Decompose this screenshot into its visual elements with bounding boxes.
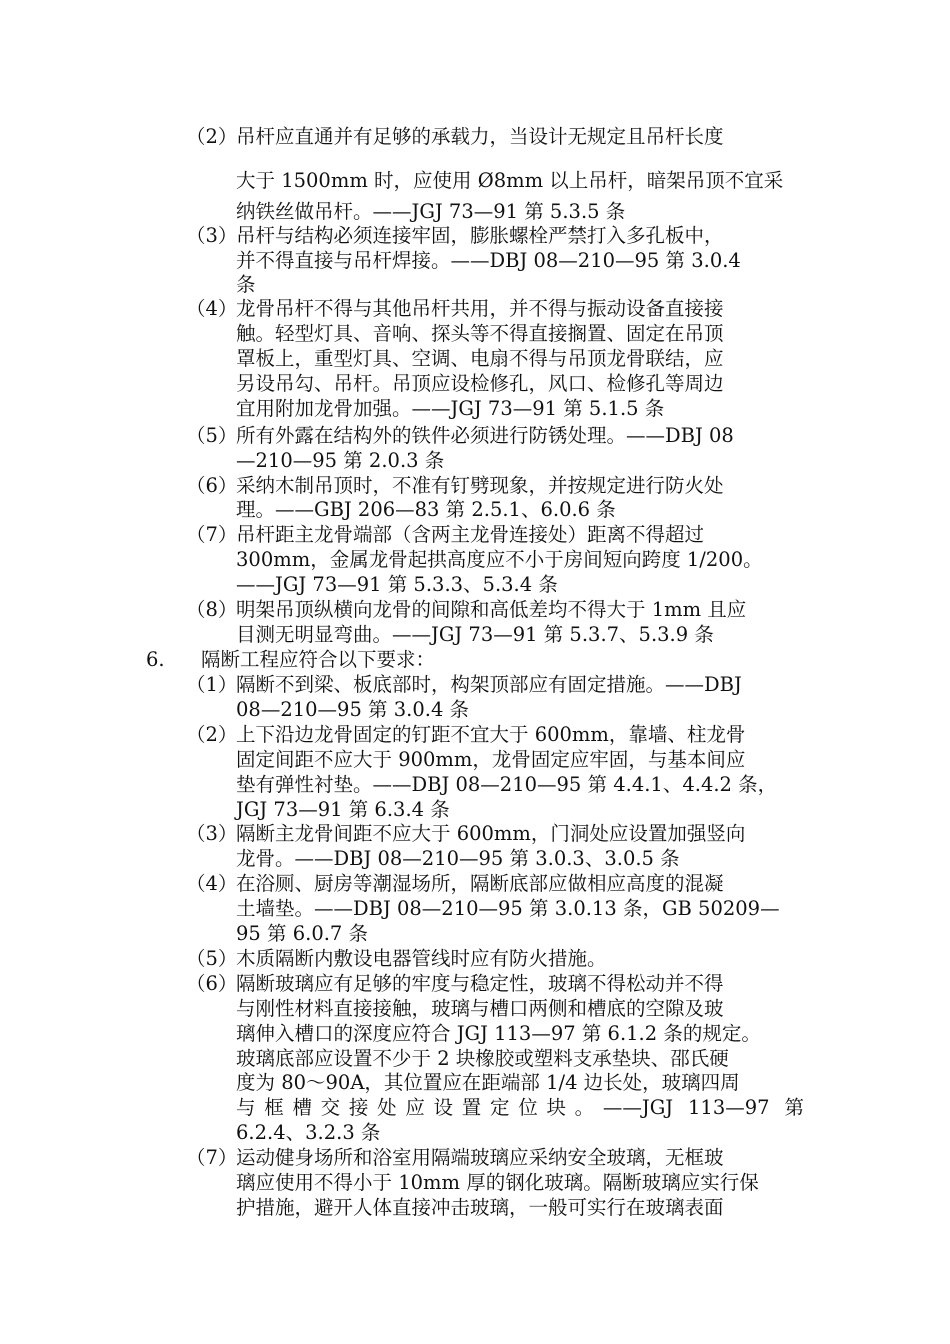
item-line: 垫有弹性衬垫。——DBJ 08—210—95 第 4.4.1、4.4.2 条， bbox=[236, 773, 778, 796]
item-label: （7） bbox=[186, 523, 238, 546]
item-label: （5） bbox=[186, 947, 238, 970]
item-line: 吊杆与结构必须连接牢固，膨胀螺栓严禁打入多孔板中， bbox=[236, 224, 724, 247]
item-label: （1） bbox=[186, 673, 238, 696]
item-label: （8） bbox=[186, 598, 238, 621]
item-line: 目测无明显弯曲。——JGJ 73—91 第 5.3.7、5.3.9 条 bbox=[236, 623, 714, 646]
item-line: 龙骨。——DBJ 08—210—95 第 3.0.3、3.0.5 条 bbox=[236, 847, 680, 870]
item-line: 所有外露在结构外的铁件必须进行防锈处理。——DBJ 08 bbox=[236, 424, 734, 447]
item-line: 上下沿边龙骨固定的钉距不宜大于 600mm，靠墙、柱龙骨 bbox=[236, 723, 746, 746]
item-line: 固定间距不应大于 900mm，龙骨固定应牢固，与基本间应 bbox=[236, 748, 746, 771]
item-line: 理。——GBJ 206—83 第 2.5.1、6.0.6 条 bbox=[236, 498, 616, 521]
item-line: 08—210—95 第 3.0.4 条 bbox=[236, 698, 470, 721]
item-line: 触。轻型灯具、音响、探头等不得直接搁置、固定在吊顶 bbox=[236, 322, 724, 345]
item-line: 宜用附加龙骨加强。——JGJ 73—91 第 5.1.5 条 bbox=[236, 397, 665, 420]
item-line: 吊杆应直通并有足够的承载力，当设计无规定且吊杆长度 bbox=[236, 125, 724, 148]
item-line: 吊杆距主龙骨端部（含两主龙骨连接处）距离不得超过 bbox=[236, 523, 705, 546]
item-line: —210—95 第 2.0.3 条 bbox=[236, 449, 445, 472]
item-line: 璃应使用不得小于 10mm 厚的钢化玻璃。隔断玻璃应实行保 bbox=[236, 1171, 759, 1194]
item-line: 隔断玻璃应有足够的牢度与稳定性，玻璃不得松动并不得 bbox=[236, 972, 724, 995]
item-label: （5） bbox=[186, 424, 238, 447]
item-line: 龙骨吊杆不得与其他吊杆共用，并不得与振动设备直接接 bbox=[236, 297, 724, 320]
item-line: 明架吊顶纵横向龙骨的间隙和高低差均不得大于 1mm 且应 bbox=[236, 598, 747, 621]
item-line: 护措施，避开人体直接冲击玻璃，一般可实行在玻璃表面 bbox=[236, 1196, 724, 1219]
item-label: （3） bbox=[186, 822, 238, 845]
item-line: 条 bbox=[236, 273, 256, 296]
item-line: 另设吊勾、吊杆。吊顶应设检修孔，风口、检修孔等周边 bbox=[236, 372, 724, 395]
item-line: 木质隔断内敷设电器管线时应有防火措施。 bbox=[236, 947, 607, 970]
item-label: （6） bbox=[186, 972, 238, 995]
item-line: 隔断不到梁、板底部时，构架顶部应有固定措施。——DBJ bbox=[236, 673, 742, 696]
item-line: 与刚性材料直接接触，玻璃与槽口两侧和槽底的空隙及玻 bbox=[236, 997, 724, 1020]
section-title: 隔断工程应符合以下要求： bbox=[201, 648, 436, 671]
item-line: 300mm，金属龙骨起拱高度应不小于房间短向跨度 1/200。 bbox=[236, 548, 763, 571]
item-label: （6） bbox=[186, 474, 238, 497]
item-line: 度为 80～90A，其位置应在距端部 1/4 边长处，玻璃四周 bbox=[236, 1071, 740, 1094]
item-line: 运动健身场所和浴室用隔端玻璃应采纳安全玻璃，无框玻 bbox=[236, 1146, 724, 1169]
item-line: 玻璃底部应设置不少于 2 块橡胶或塑料支承垫块、邵氏硬 bbox=[236, 1047, 729, 1070]
item-line: JGJ 73—91 第 6.3.4 条 bbox=[236, 798, 450, 821]
item-line: ——JGJ 73—91 第 5.3.3、5.3.4 条 bbox=[236, 573, 558, 596]
item-label: （2） bbox=[186, 125, 238, 148]
item-line: 罩板上，重型灯具、空调、电扇不得与吊顶龙骨联结，应 bbox=[236, 347, 724, 370]
item-line-justified: 与框槽交接处应设置定位块。——JGJ 113—97 第 bbox=[236, 1096, 804, 1119]
item-label: （7） bbox=[186, 1146, 238, 1169]
section-number: 6. bbox=[146, 648, 165, 671]
item-label: （4） bbox=[186, 872, 238, 895]
item-label: （3） bbox=[186, 224, 238, 247]
item-label: （4） bbox=[186, 297, 238, 320]
item-line: 95 第 6.0.7 条 bbox=[236, 922, 369, 945]
item-line: 土墙垫。——DBJ 08—210—95 第 3.0.13 条，GB 50209— bbox=[236, 897, 780, 920]
item-line: 6.2.4、3.2.3 条 bbox=[236, 1121, 381, 1144]
item-line: 大于 1500mm 时，应使用 Ø8mm 以上吊杆，暗架吊顶不宜采 bbox=[236, 169, 784, 192]
item-line: 采纳木制吊顶时，不准有钉劈现象，并按规定进行防火处 bbox=[236, 474, 724, 497]
item-line: 纳铁丝做吊杆。——JGJ 73—91 第 5.3.5 条 bbox=[236, 200, 626, 223]
item-line: 并不得直接与吊杆焊接。——DBJ 08—210—95 第 3.0.4 bbox=[236, 249, 741, 272]
item-line: 隔断主龙骨间距不应大于 600mm，门洞处应设置加强竖向 bbox=[236, 822, 746, 845]
item-label: （2） bbox=[186, 723, 238, 746]
item-line: 璃伸入槽口的深度应符合 JGJ 113—97 第 6.1.2 条的规定。 bbox=[236, 1022, 761, 1045]
item-line: 在浴厕、厨房等潮湿场所，隔断底部应做相应高度的混凝 bbox=[236, 872, 724, 895]
